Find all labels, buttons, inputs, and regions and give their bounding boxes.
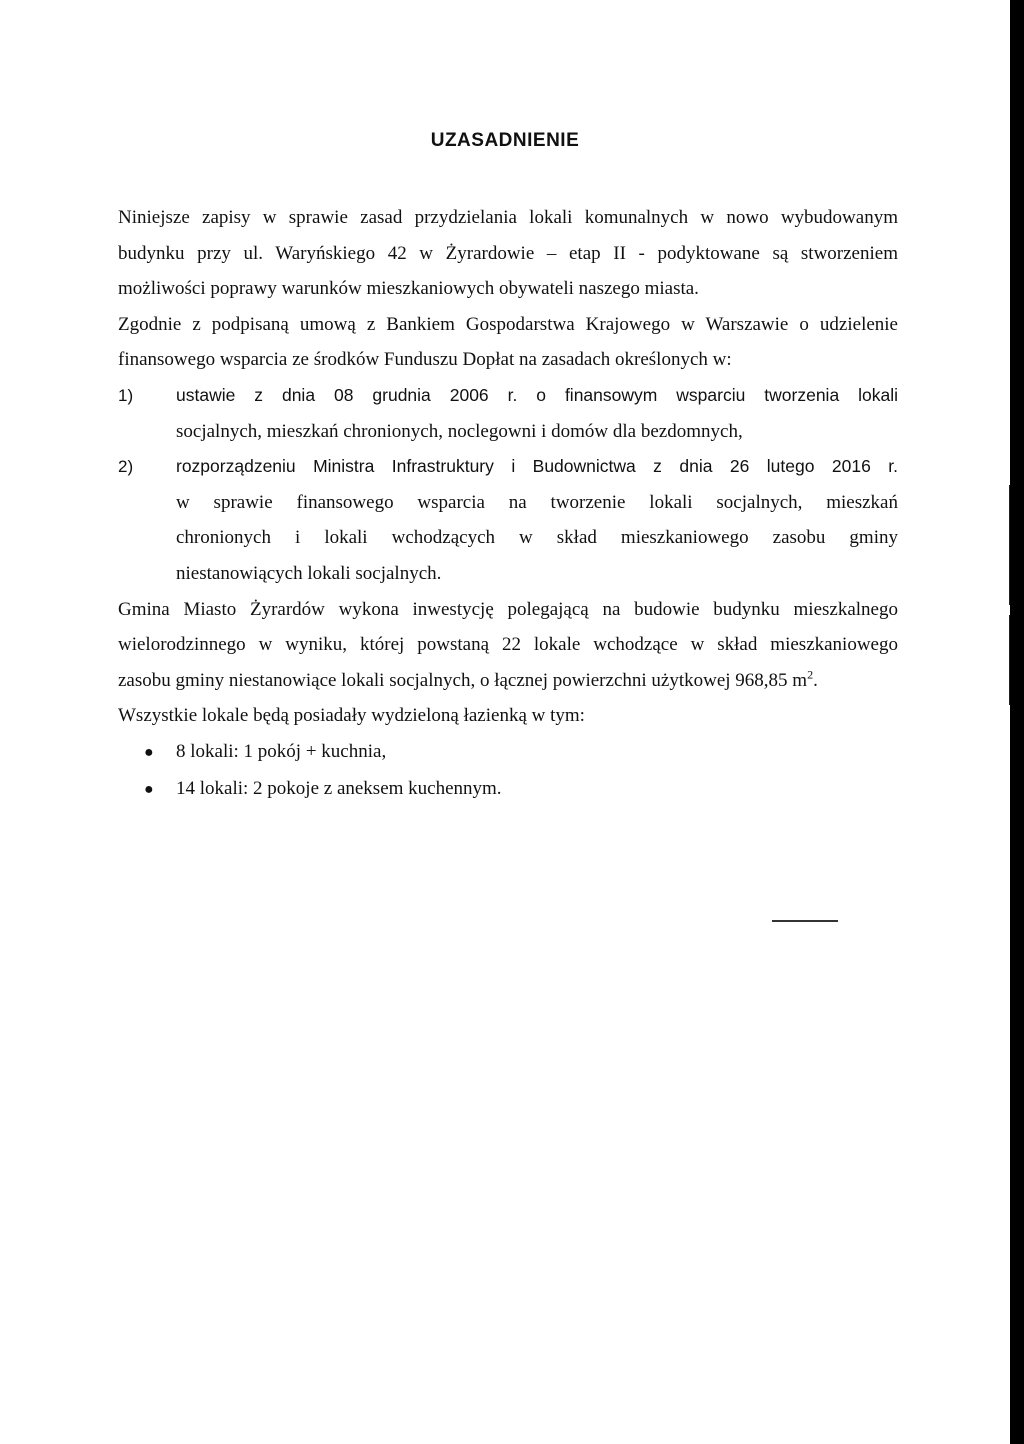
list-item [118,449,898,485]
bathrooms-line: Wszystkie lokale będą posiadały wydzieloną łazienką w tym: [118,705,585,727]
list-item-continuation: socjalnych, mieszkań chronionych, noclegowni i domów dla bezdomnych, [176,420,743,442]
bullet-item [118,734,898,771]
list-item-number: 1) [118,385,134,405]
investment-line-1: Gmina Miasto Żyrardów wykona inwestycję polegającą na budowie budynku mieszkalnego [118,598,898,620]
list-item-text: rozporządzeniu Ministra Infrastruktury i Budownictwa z dnia 26 lutego 2016 r. [176,456,898,477]
list-item-number: 2) [118,457,134,477]
agreement-line-1: Zgodnie z podpisaną umową z Bankiem Gospodarstwa Krajowego w Warszawie o udzielenie [118,313,898,335]
list-item-continuation: w sprawie finansowego wsparcia na tworzenie lokali socjalnych, mieszkań [176,491,898,513]
area-superscript: 2 [807,667,814,682]
list-item [118,378,898,414]
bullet-icon: ● [144,743,154,761]
area-suffix: . [813,669,818,691]
intro-line-2: budynku przy ul. Waryńskiego 42 w Żyrardowie – etap II - podyktowane są stworzeniem [118,242,898,264]
document-body [118,200,898,808]
list-item-text: ustawie z dnia 08 grudnia 2006 r. o finansowym wsparciu tworzenia lokali [176,384,898,405]
scan-mark [772,920,838,922]
intro-line-3: możliwości poprawy warunków mieszkaniowych obywateli naszego miasta. [118,278,699,300]
list-item-continuation: niestanowiących lokali socjalnych. [176,562,442,584]
bullet-item [118,771,898,808]
investment-line-2: wielorodzinnego w wyniku, której powstaną 22 lokale wchodzące w skład mieszkaniowego [118,634,898,656]
bullet-text: 8 lokali: 1 pokój + kuchnia, [176,740,387,762]
apartment-bullet-list [118,734,898,808]
investment-line-3 [118,663,898,699]
bullet-icon: ● [144,780,154,798]
bullet-text: 14 lokali: 2 pokoje z aneksem kuchennym. [176,777,502,799]
agreement-line-2: finansowego wsparcia ze środków Funduszu Dopłat na zasadach określonych w: [118,349,732,371]
investment-line-3-text: zasobu gminy niestanowiące lokali socjalnych, o łącznej powierzchni użytkowej 968,85 m [118,669,808,691]
scan-edge-mark [1009,485,1010,605]
legal-basis-list [118,378,898,592]
document-title: UZASADNIENIE [430,130,580,151]
intro-line-1: Niniejsze zapisy w sprawie zasad przydzielania lokali komunalnych w nowo wybudowanym [118,207,898,228]
scan-edge-mark [1009,615,1010,705]
list-item-continuation: chronionych i lokali wchodzących w skład mieszkaniowego zasobu gminy [176,527,898,549]
